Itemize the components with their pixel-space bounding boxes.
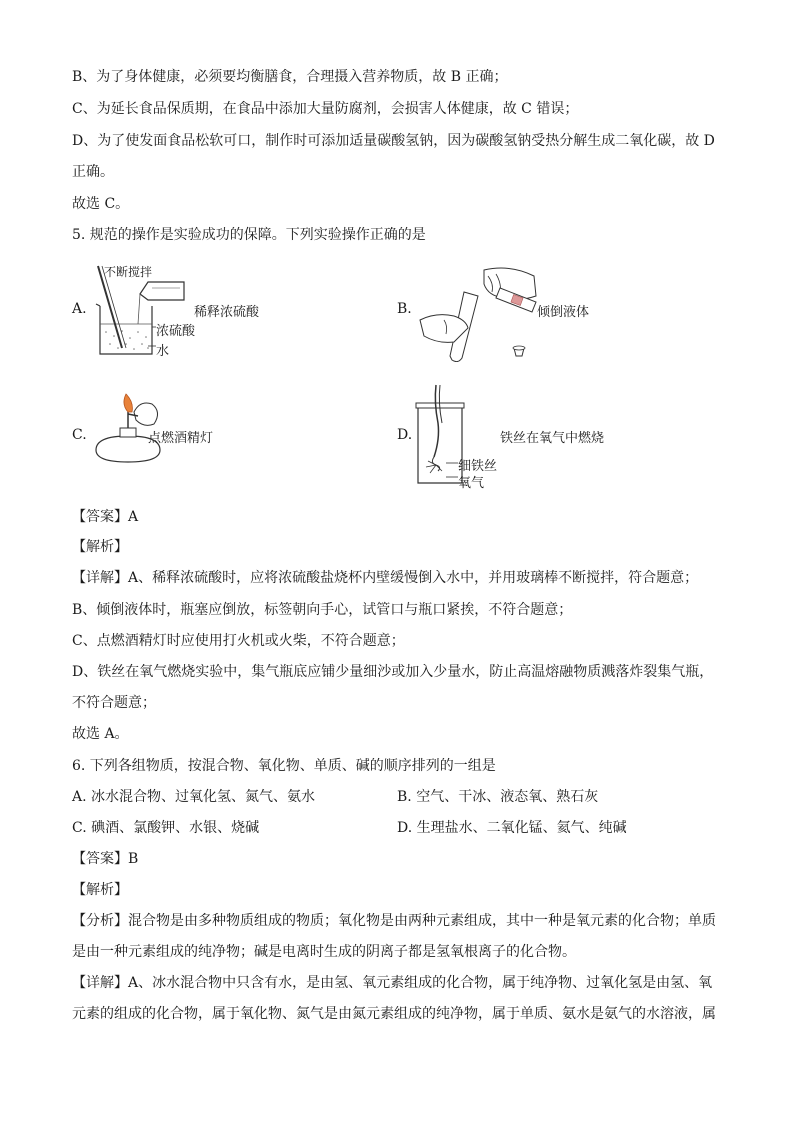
analysis-line-b: B、为了身体健康，必须要均衡膳食，合理摄入营养物质，故 B 正确； xyxy=(72,69,508,85)
fenxi-6-line1: 【分析】混合物是由多种物质组成的物质；氧化物是由两种元素组成，其中一种是氧元素的化合物；单质 xyxy=(72,913,716,929)
pouring-figure xyxy=(414,262,544,362)
option-6-c: C. 碘酒、氯酸钾、水银、烧碱 xyxy=(72,820,260,836)
answer-5: 【答案】A xyxy=(72,509,139,525)
analysis-line-d1: D、为了使发面食品松软可口，制作时可添加适量碳酸氢钠，因为碳酸氢钠受热分解生成二氧化碳，故 D xyxy=(72,133,715,149)
option-6-b: B. 空气、干冰、液态氧、熟石灰 xyxy=(397,789,599,805)
option-b-caption: 倾倒液体 xyxy=(537,305,590,320)
detail-5-b: B、倾倒液体时，瓶塞应倒放，标签朝向手心，试管口与瓶口紧挨，不符合题意； xyxy=(72,602,573,618)
answer-6: 【答案】B xyxy=(72,851,139,867)
option-6-d: D. 生理盐水、二氧化锰、氦气、纯碱 xyxy=(397,820,627,836)
option-a-letter: A. xyxy=(72,301,87,317)
detail-6-line1: 【详解】A、冰水混合物中只含有水，是由氢、氧元素组成的化合物，属于纯净物、过氧化氢是由氢、氧 xyxy=(72,975,713,991)
option-d-letter: D. xyxy=(397,427,413,443)
choice-5: 故选 A。 xyxy=(72,726,129,742)
detail-5-c: C、点燃酒精灯时应使用打火机或火柴，不符合题意； xyxy=(72,633,405,649)
label-water: 水 xyxy=(156,344,170,359)
analysis-heading-6: 【解析】 xyxy=(72,882,128,898)
detail-5-a: 【详解】A、稀释浓硫酸时，应将浓硫酸盐烧杯内壁缓慢倒入水中，并用玻璃棒不断搅拌，符合题意； xyxy=(72,570,699,586)
label-stir: 不断搅拌 xyxy=(104,265,153,279)
question-5-stem: 5. 规范的操作是实验成功的保障。下列实验操作正确的是 xyxy=(72,227,426,243)
fenxi-6-line2: 是由一种元素组成的纯净物；碱是电离时生成的阴离子都是氢氧根离子的化合物。 xyxy=(72,944,576,960)
label-concentrated-acid: 浓硫酸 xyxy=(156,324,196,339)
label-iron-wire: 细铁丝 xyxy=(458,459,498,474)
label-oxygen: 氧气 xyxy=(458,476,485,491)
option-b-letter: B. xyxy=(397,301,412,317)
analysis-line-d2: 正确。 xyxy=(72,164,114,180)
detail-5-d1: D、铁丝在氧气燃烧实验中，集气瓶底应铺少量细沙或加入少量水，防止高温熔融物质溅落炸裂集气瓶， xyxy=(72,664,714,680)
detail-6-line2: 元素的组成的化合物，属于氧化物、氮气是由氮元素组成的纯净物，属于单质、氨水是氨气的水溶液，属 xyxy=(72,1006,716,1022)
option-a-caption: 稀释浓硫酸 xyxy=(194,305,260,320)
detail-5-d2: 不符合题意； xyxy=(72,695,156,711)
analysis-line-c: C、为延长食品保质期，在食品中添加大量防腐剂，会损害人体健康，故 C 错误； xyxy=(72,101,579,117)
analysis-heading-5: 【解析】 xyxy=(72,539,128,555)
option-c-letter: C. xyxy=(72,427,87,443)
question-6-stem: 6. 下列各组物质，按混合物、氧化物、单质、碱的顺序排列的一组是 xyxy=(72,758,496,774)
option-6-a: A. 冰水混合物、过氧化氢、氮气、氨水 xyxy=(72,789,316,805)
choice-line: 故选 C。 xyxy=(72,196,130,212)
option-d-caption: 铁丝在氧气中燃烧 xyxy=(500,431,605,446)
option-c-caption: 点燃酒精灯 xyxy=(148,431,214,446)
